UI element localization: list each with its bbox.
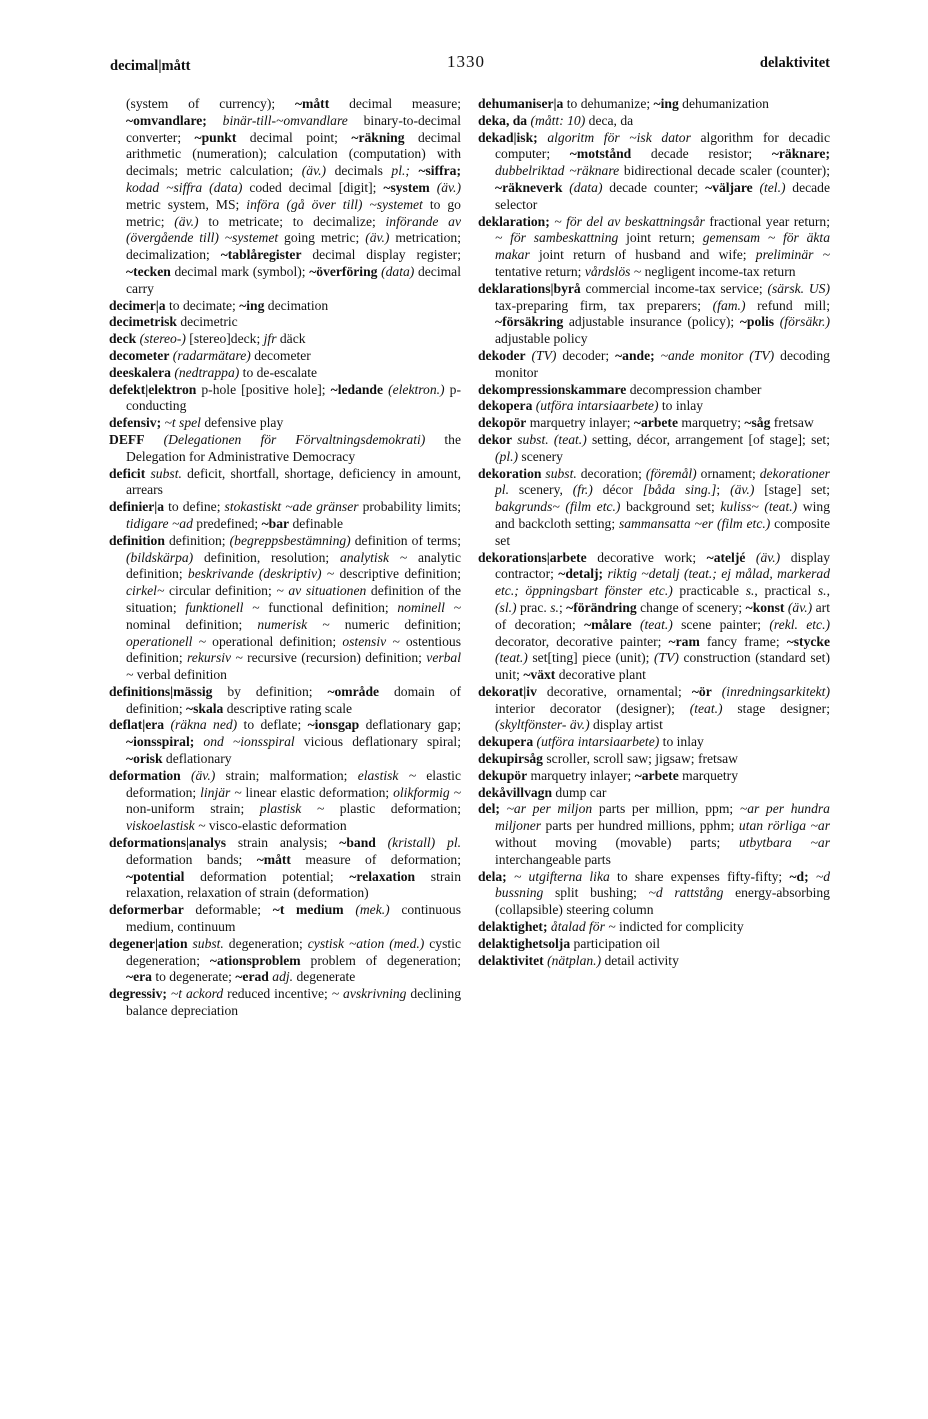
dictionary-entry: deflat|era (räkna ned) to deflate; ~ionsgap deflationary gap; ~ionsspiral; ond ~ionsspiral vicious deflationary spiral; ~orisk deflationary: [109, 717, 462, 767]
dictionary-entry: defensiv; ~t spel defensive play: [109, 415, 284, 431]
dictionary-entry: dekorations|arbete decorative work; ~ateljé (äv.) display contractor; ~detalj; riktig ~detalj (teat.; ej målad, markerad etc.; öppningsbart fönster etc.) practicable s., practical s., (sl.) prac. s.; ~förändring change of scenery; ~konst (äv.) art of decoration; ~målare (teat.) scene painter; (rekl. etc.) decorator, decorative painter; ~ram fancy frame; ~stycke (teat.) set[ting] piece (unit); (TV) construction (standard set) unit; ~växt decorative plant: [478, 549, 831, 683]
dictionary-entry: dekor subst. (teat.) setting, décor, arrangement [of stage]; set; (pl.) scenery: [478, 431, 830, 464]
dictionary-entry: delaktighet; åtalad för ~ indicted for complicity: [478, 919, 744, 935]
dictionary-entry: deka, da (mått: 10) deca, da: [478, 112, 634, 128]
dictionary-entry: DEFF (Delegationen för Förvaltningsdemokrati) the Delegation for Administrative Democracy: [109, 431, 461, 464]
dictionary-entry: del; ~ar per miljon parts per million, ppm; ~ar per hundra miljoner parts per hundred millions, pphm; utan rörliga ~ar without moving (movable) parts; utbytbara ~ar interchangeable parts: [478, 801, 830, 867]
dictionary-entry: definitions|mässig by definition; ~område domain of definition; ~skala descriptive rating scale: [109, 683, 461, 716]
dictionary-entry: decimetrisk decimetric: [109, 314, 238, 330]
dictionary-entry: deeskalera (nedtrappa) to de-escalate: [109, 364, 318, 380]
dictionary-entry: dekupirsåg scroller, scroll saw; jigsaw; fretsaw: [478, 751, 738, 767]
dictionary-entry: dekupera (utföra intarsiaarbete) to inlay: [478, 734, 704, 750]
dictionary-entry: deklaration; ~ för del av beskattningsår fractional year return; ~ för sambeskattning joint return; gemensam ~ för äkta makar joint return of husband and wife; preliminär ~ tentative return; vårdslös ~ negligent income-tax return: [478, 213, 831, 279]
dictionary-entry: deck (stereo-) [stereo]deck; jfr däck: [109, 331, 306, 347]
page-number: 1330: [447, 52, 485, 71]
dictionary-entry: degressiv; ~t ackord reduced incentive; ~ avskrivning declining balance depreciation: [109, 986, 462, 1019]
dictionary-entry: definier|a to define; stokastiskt ~ade gränser probability limits; tidigare ~ad predefined; ~bar definable: [109, 499, 462, 531]
dictionary-entry: dekompressionskammare decompression chamber: [478, 381, 762, 397]
dictionary-entry: dekupör marquetry inlayer; ~arbete marquetry: [478, 767, 739, 783]
guide-word-right: delaktivitet: [759, 55, 830, 71]
dictionary-entry: deformations|analys strain analysis; ~band (kristall) pl. deformation bands; ~mått measure of deformation; ~potential deformation potential; ~relaxation strain relaxation, relaxation of strain (deformation): [109, 835, 461, 901]
dictionary-entry: dekåvillvagn dump car: [478, 784, 607, 800]
right-column: [478, 96, 830, 969]
dictionary-entry: decometer (radarmätare) decometer: [109, 347, 311, 363]
dictionary-entry: dekoration subst. decoration; (föremål) ornament; dekorationer pl. scenery, (fr.) décor [båda sing.]; (äv.) [stage] set; bakgrunds~ (film etc.) background set; kuliss~ (teat.) wing and backcloth setting; sammansatta ~er (film etc.) composite set: [478, 465, 830, 548]
dictionary-entry: dekopör marquetry inlayer; ~arbete marquetry; ~såg fretsaw: [478, 415, 814, 431]
dictionary-entry: deformation (äv.) strain; malformation; elastisk ~ elastic deformation; linjär ~ linear elastic deformation; olikformig ~ non-uniform strain; plastisk ~ plastic deformation; viskoelastisk ~ visco-elastic deformation: [109, 767, 461, 834]
dictionary-entry: deklarations|byrå commercial income-tax service; (särsk. US) tax-preparing firm, tax preparers; (fam.) refund mill; ~försäkring adjustable insurance (policy); ~polis (försäkr.) adjustable policy: [478, 280, 830, 347]
dictionary-entry: deformerbar deformable; ~t medium (mek.) continuous medium, continuum: [109, 902, 461, 935]
dictionary-entry: definition definition; (begreppsbestämning) definition of terms; (bildskärpa) definition, resolution; analytisk ~ analytic definition; beskrivande (deskriptiv) ~ descriptive definition; cirkel~ circular definition; ~ av situationen definition of the situation; funktionell ~ functional definition; nominell ~ nominal definition; numerisk ~ numeric definition; operationell ~ operational definition; ostensiv ~ ostentious definition; rekursiv ~ recursive (recursion) definition; verbal ~ verbal definition: [109, 532, 462, 683]
dictionary-entry: dehumaniser|a to dehumanize; ~ing dehumanization: [478, 96, 769, 111]
dictionary-entry: delaktivitet (nätplan.) detail activity: [478, 952, 679, 968]
left-column: [109, 96, 461, 1020]
dictionary-entry: dekoder (TV) decoder; ~ande; ~ande monitor (TV) decoding monitor: [478, 347, 830, 380]
dictionary-entry: degener|ation subst. degeneration; cystisk ~ation (med.) cystic degeneration; ~ationsproblem problem of degeneration; ~era to degenerate; ~erad adj. degenerate: [109, 935, 462, 985]
dictionary-entry: dela; ~ utgifterna lika to share expenses fifty-fifty; ~d; ~d bussning split bushing; ~d rattstång energy-absorbing (collapsible) steering column: [478, 868, 830, 918]
guide-word-left: decimal|mått: [110, 58, 191, 74]
dictionary-entry: delaktighetsolja participation oil: [478, 935, 660, 951]
dictionary-entry: (system of currency); ~mått decimal measure; ~omvandlare; binär-till-~omvandlare binary-to-decimal converter; ~punkt decimal point; ~räkning decimal arithmetic (numeration); calculation (computation) with decimals; metric calculation; (äv.) decimals pl.; ~siffra; kodad ~siffra (data) coded decimal [digit]; ~system (äv.) metric system, MS; införa (gå över till) ~systemet to go metric; (äv.) to metricate; to decimalize; införande av (övergående till) ~systemet going metric; (äv.) metrication; decimalization; ~tablåregister decimal display register; ~tecken decimal mark (symbol); ~överföring (data) decimal carry: [126, 96, 462, 296]
page-header: [110, 52, 830, 76]
dictionary-entry: deficit subst. deficit, shortfall, shortage, deficiency in amount, arrears: [109, 465, 462, 498]
dictionary-entry: defekt|elektron p-hole [positive hole]; ~ledande (elektron.) p-conducting: [109, 381, 461, 414]
dictionary-entry: dekad|isk; algoritm för ~isk dator algorithm for decadic computer; ~motstånd decade resistor; ~räknare; dubbelriktad ~räknare bidirectional decade scaler (counter); ~räkneverk (data) decade counter; ~väljare (tel.) decade selector: [478, 129, 830, 212]
dictionary-entry: dekorat|iv decorative, ornamental; ~ör (inredningsarkitekt) interior decorator (designer); (teat.) stage designer; (skyltfönster- äv.) display artist: [478, 683, 830, 733]
dictionary-entry: dekopera (utföra intarsiaarbete) to inlay: [478, 398, 704, 414]
dictionary-entry: decimer|a to decimate; ~ing decimation: [109, 297, 329, 313]
